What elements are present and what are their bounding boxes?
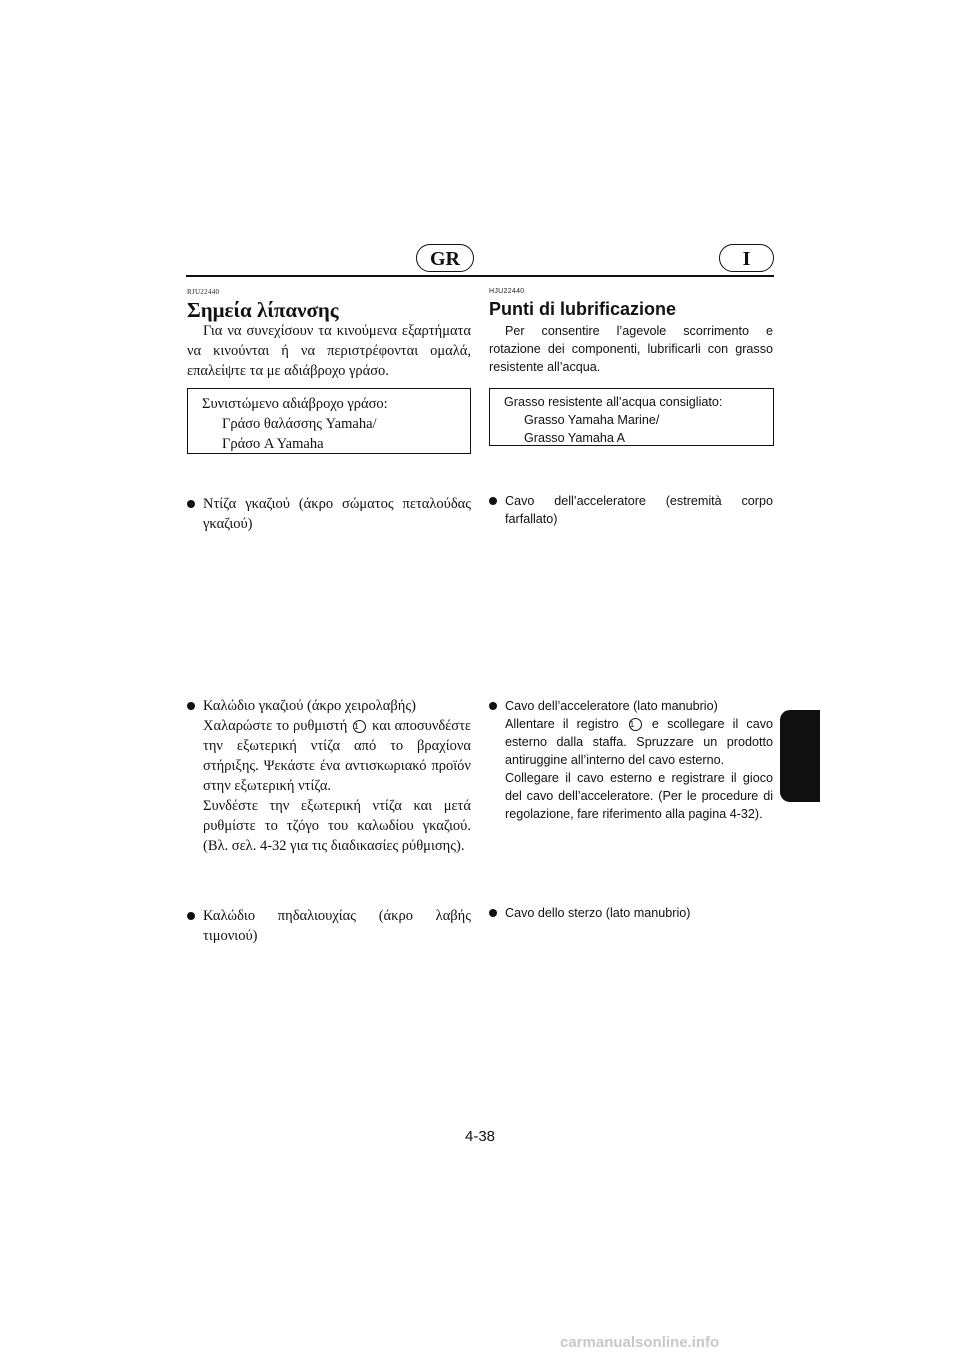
section-title-italian: Punti di lubrificazione xyxy=(489,299,677,319)
grease-box-heading: Grasso resistente all’acqua consigliato: xyxy=(504,395,723,409)
bullet-title: Καλώδιο γκαζιού (άκρο χειρολαβής) xyxy=(203,698,416,714)
grease-box-italian xyxy=(489,388,774,446)
bullet-item-greek-2 xyxy=(187,696,471,856)
language-badge-italian: I xyxy=(719,244,774,272)
section-code-italian: HJU22440 xyxy=(489,288,525,295)
bullet-text: Συνδέστε την εξωτερική ντίζα και μετά ρυθμίστε το τζόγο του καλωδίου γκαζιού. (Βλ. σελ. 4-32 για τις διαδικασίες ρύθμισης). xyxy=(203,798,471,854)
bullet-text: e scollegare il cavo esterno dalla staffa. Spruzzare un prodotto antiruggine all’interno del cavo esterno. xyxy=(505,717,773,767)
bullet-dot-icon xyxy=(489,702,497,710)
bullet-body xyxy=(505,715,773,769)
grease-box-item: Γράσο A Yamaha xyxy=(222,436,324,452)
bullet-text: Collegare il cavo esterno e registrare il gioco del cavo dell’acceleratore. (Per le procedure di regolazione, fare riferimento alla pagina 4-32). xyxy=(505,771,773,821)
bullet-dot-icon xyxy=(187,702,195,710)
bullet-item-italian-3 xyxy=(489,904,773,922)
bullet-item-italian-1 xyxy=(489,492,773,528)
bullet-dot-icon xyxy=(187,500,195,508)
grease-box-item: Grasso Yamaha Marine/ xyxy=(524,413,660,427)
bullet-text: Cavo dello sterzo (lato manubrio) xyxy=(505,906,691,920)
bullet-text: Cavo dell’acceleratore (estremità corpo farfallato) xyxy=(505,494,773,526)
reference-marker-icon: 1 xyxy=(629,718,642,731)
bullet-dot-icon xyxy=(489,909,497,917)
bullet-item-italian-2 xyxy=(489,697,773,823)
header-rule xyxy=(186,275,774,277)
grease-box-heading: Συνιστώμενο αδιάβροχο γράσο: xyxy=(202,396,388,412)
section-code-greek: RJU22440 xyxy=(187,288,220,296)
intro-paragraph-greek: Για να συνεχίσουν τα κινούμενα εξαρτήματα να κινούνται ή να περιστρέφονται ομαλά, επαλείψτε τα με αδιάβροχο γράσο. xyxy=(187,323,471,379)
bullet-text: Χαλαρώστε το ρυθμιστή xyxy=(203,718,348,734)
page-number: 4-38 xyxy=(464,1128,496,1145)
grease-box-greek xyxy=(187,388,471,454)
intro-paragraph-italian: Per consentire l’agevole scorrimento e rotazione dei componenti, lubrificarli con grasso resistente all’acqua. xyxy=(489,324,773,374)
watermark-text[interactable]: carmanualsonline.info xyxy=(560,1334,720,1351)
bullet-text: Καλώδιο πηδαλιουχίας (άκρο λαβής τιμονιού) xyxy=(203,908,471,944)
bullet-item-greek-1 xyxy=(187,494,471,534)
bullet-text: Allentare il registro xyxy=(505,717,619,731)
language-badge-greek: GR xyxy=(416,244,474,272)
section-title-greek: Σημεία λίπανσης xyxy=(187,298,339,322)
bullet-body xyxy=(203,716,471,796)
grease-box-item: Γράσο θαλάσσης Yamaha/ xyxy=(222,416,377,432)
bullet-title: Cavo dell’acceleratore (lato manubrio) xyxy=(505,699,718,713)
grease-box-item: Grasso Yamaha A xyxy=(524,431,626,445)
bullet-text: και αποσυνδέστε την εξωτερική ντίζα από το βραχίονα στήριξης. Ψεκάστε ένα αντισκωριακό προϊόν στην εξωτερική ντίζα. xyxy=(203,718,472,794)
bullet-text: Ντίζα γκαζιού (άκρο σώματος πεταλούδας γκαζιού) xyxy=(203,496,471,532)
bullet-dot-icon xyxy=(187,912,195,920)
reference-marker-icon: 1 xyxy=(353,720,366,733)
bullet-dot-icon xyxy=(489,497,497,505)
bullet-item-greek-3 xyxy=(187,906,471,946)
chapter-tab xyxy=(780,710,820,802)
